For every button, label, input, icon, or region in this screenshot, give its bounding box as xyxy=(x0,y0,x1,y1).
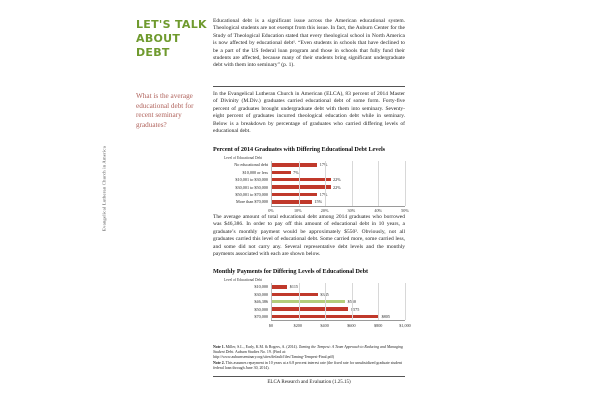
body-paragraph-2: In the Evangelical Lutheran Church in American (ELCA), 83 percent of 2014 Master of Divinity (M.Div.) graduates carried educational debt of some form. Forty-five percent of graduates brought undergraduate debt with them into seminary. Seventy-eight percent of graduates incurred theological education debt while in seminary. Below is a breakdown by percentage of graduates who carried differing levels of educational debt. xyxy=(213,91,405,135)
footnote-1-url[interactable]: http://www.auburnseminary.org/sites/default/files/Taming-Tempest-Final.pdf) xyxy=(213,355,335,360)
chart-gridline xyxy=(405,191,406,198)
chart-plot-area xyxy=(271,191,405,198)
chart-gridline xyxy=(405,305,406,312)
chart-plot-area xyxy=(271,305,405,312)
chart-tick-label: 50% xyxy=(401,208,409,214)
chart-gridline xyxy=(405,183,406,190)
footnote-2 xyxy=(213,361,405,371)
chart-plot-area xyxy=(271,161,405,168)
chart-value-label: 15% xyxy=(314,199,323,205)
chart-tick-label: 10% xyxy=(293,208,302,214)
chart-bar xyxy=(272,171,291,174)
page-title-line2: ABOUT DEBT xyxy=(136,32,181,59)
chart-value-label: 22% xyxy=(333,177,341,183)
chart-gridline xyxy=(299,198,300,205)
footnote-2-label: Note 2. xyxy=(213,360,225,365)
chart-value-label: 17% xyxy=(319,191,328,197)
chart-gridline xyxy=(378,169,379,176)
footnote-1 xyxy=(213,345,405,361)
chart-gridline xyxy=(299,176,300,183)
chart-gridline xyxy=(325,169,326,176)
chart-tick-label: 0% xyxy=(268,208,274,214)
chart-gridline xyxy=(352,161,353,168)
chart-gridline xyxy=(325,283,326,290)
chart-gridline xyxy=(352,176,353,183)
chart-tick-label: $400 xyxy=(320,322,329,328)
chart-gridline xyxy=(299,313,300,320)
chart-gridline xyxy=(299,305,300,312)
chart-gridline xyxy=(378,191,379,198)
chart-gridline xyxy=(325,291,326,298)
footer-text: ELCA Research and Evaluation (1.25.15) xyxy=(267,380,351,385)
chart-gridline xyxy=(405,169,406,176)
chart-category-label: $46,386 xyxy=(254,299,268,305)
chart-gridline xyxy=(352,169,353,176)
chart-gridline xyxy=(352,183,353,190)
publisher-strip xyxy=(96,0,114,400)
chart-category-label: $10,000 xyxy=(254,284,268,290)
chart-gridline xyxy=(299,291,300,298)
footnotes xyxy=(213,345,405,371)
chart-bar-row xyxy=(213,198,405,205)
chart-bar xyxy=(272,178,331,181)
chart-2-rows xyxy=(213,283,405,320)
chart-gridline xyxy=(325,176,326,183)
chart-plot-area xyxy=(271,198,405,205)
publisher-vertical-text: Evangelical Lutheran Church in America xyxy=(101,146,107,232)
footnote-1-label: Note 1. xyxy=(213,345,225,349)
chart-gridline xyxy=(405,161,406,168)
chart-value-label: $345 xyxy=(320,291,329,297)
chart-debt-levels xyxy=(213,146,409,214)
chart-plot-area xyxy=(271,176,405,183)
page-title xyxy=(136,18,208,60)
chart-gridline xyxy=(325,298,326,305)
chart-gridline xyxy=(405,291,406,298)
chart-gridline xyxy=(378,305,379,312)
chart-bar xyxy=(272,193,317,196)
chart-bar xyxy=(272,300,345,303)
chart-bar xyxy=(272,185,331,188)
chart-value-label: 17% xyxy=(319,162,328,168)
chart-tick-label: 20% xyxy=(320,208,329,214)
body-paragraph-3: The average amount of total educational debt among 2014 graduates who borrowed was $46,386. In order to pay off this amount of educational debt in 10 years, a graduate’s monthly payment would be approximately $550². Obviously, not all graduates carried this level of educational debt. Some carried more, some carried less, and some did not carry any. Several representative debt levels and the monthly payments associated with each are shown below. xyxy=(213,214,405,258)
chart-gridline xyxy=(299,191,300,198)
chart-tick-label: $600 xyxy=(347,322,356,328)
chart-gridline xyxy=(405,298,406,305)
footnote-1-text: Miller, S.L., Early, K.M. & Rogers, A. (2014). xyxy=(224,345,298,349)
chart-category-label: $10,001 to $30,000 xyxy=(235,177,268,183)
chart-gridline xyxy=(378,313,379,320)
chart-gridline xyxy=(405,313,406,320)
chart-plot-area xyxy=(271,298,405,305)
chart-gridline xyxy=(352,298,353,305)
chart-category-label: No educational debt xyxy=(234,162,268,168)
chart-plot-area xyxy=(271,183,405,190)
chart-value-label: 22% xyxy=(333,184,341,190)
chart-bar-row xyxy=(213,183,405,190)
chart-gridline xyxy=(325,198,326,205)
chart-bar-row xyxy=(213,169,405,176)
body-paragraph-1: Educational debt is a significant issue across the American educational system. Theological students are not exempt from this issue. In fact, the Auburn Center for the Study of Theological Education stated that every theological school in North America is now affected by educational debt¹. “Even students in schools that have declined to be a part of the US federal loan program and those in schools that fully fund their students are affected, because many of their students bring significant undergraduate debt with them into seminary” (p. 1). xyxy=(213,18,405,69)
chart-category-label: $70,000 xyxy=(254,313,268,319)
chart-tick-label: $1,000 xyxy=(399,322,411,328)
chart-value-label: $550 xyxy=(347,299,357,305)
chart-1-ticks xyxy=(268,207,409,214)
chart-gridline xyxy=(352,283,353,290)
chart-2-axis-title: Level of Educational Debt xyxy=(223,278,263,282)
chart-bar-row xyxy=(213,313,405,320)
chart-gridline xyxy=(405,198,406,205)
chart-bar xyxy=(272,307,348,310)
footnote-2-text: This assumes repayment in 10 years at a 6.8 percent interest rate (the fixed rate for unsubsidized graduate student federal loan through June 30, 2014). xyxy=(213,360,402,370)
chart-gridline xyxy=(352,313,353,320)
chart-category-label: $50,001 to $70,000 xyxy=(235,191,268,197)
chart-tick-label: 40% xyxy=(374,208,383,214)
chart-plot-area xyxy=(271,313,405,320)
chart-1-axis-title: Level of Educational Debt xyxy=(223,156,263,160)
chart-gridline xyxy=(325,191,326,198)
chart-gridline xyxy=(378,176,379,183)
chart-2-title: Monthly Payments for Differing Levels of Educational Debt xyxy=(213,268,368,275)
chart-value-label: 7% xyxy=(293,169,299,175)
pull-quote-question: What is the average educational debt for recent seminary graduates? xyxy=(136,92,194,129)
chart-plot-area xyxy=(271,291,405,298)
chart-bar-row xyxy=(213,291,405,298)
chart-bar-row xyxy=(213,298,405,305)
chart-tick-label: $200 xyxy=(293,322,302,328)
chart-gridline xyxy=(378,183,379,190)
chart-gridline xyxy=(325,183,326,190)
chart-monthly-payments xyxy=(213,268,411,328)
footer-divider xyxy=(213,376,405,377)
chart-gridline xyxy=(378,283,379,290)
chart-bar-row xyxy=(213,161,405,168)
chart-gridline xyxy=(325,313,326,320)
chart-gridline xyxy=(352,291,353,298)
footnote-1-italic: Taming the Tempest: A Team Approach to Reducing and Managing Student Debt. xyxy=(213,345,403,355)
footnote-1-tail: Auburn Studies No. 19. (Find at: xyxy=(234,350,287,355)
chart-gridline xyxy=(378,298,379,305)
chart-category-label: $10,000 or less xyxy=(242,169,268,175)
chart-2-ticks xyxy=(268,321,411,328)
chart-category-label: $30,000 xyxy=(254,291,268,297)
chart-tick-label: $0 xyxy=(268,322,274,328)
chart-plot-area xyxy=(271,283,405,290)
chart-gridline xyxy=(352,305,353,312)
chart-category-label: $30,001 to $50,000 xyxy=(235,184,268,190)
section-divider-1 xyxy=(213,86,405,87)
chart-gridline xyxy=(405,176,406,183)
chart-value-label: $575 xyxy=(350,306,360,312)
chart-gridline xyxy=(378,161,379,168)
chart-gridline xyxy=(352,191,353,198)
chart-plot-area xyxy=(271,169,405,176)
chart-gridline xyxy=(378,291,379,298)
chart-bar xyxy=(272,163,317,166)
chart-bar xyxy=(272,285,287,288)
chart-gridline xyxy=(325,305,326,312)
chart-bar-row xyxy=(213,283,405,290)
chart-gridline xyxy=(299,298,300,305)
chart-category-label: $50,000 xyxy=(254,306,268,312)
chart-gridline xyxy=(352,198,353,205)
chart-gridline xyxy=(299,283,300,290)
chart-category-label: More than $70,000 xyxy=(236,199,268,205)
chart-bar xyxy=(272,200,312,203)
chart-gridline xyxy=(378,198,379,205)
chart-gridline xyxy=(299,161,300,168)
chart-bar-row xyxy=(213,305,405,312)
chart-value-label: $805 xyxy=(381,313,390,319)
chart-gridline xyxy=(405,283,406,290)
chart-bar xyxy=(272,293,318,296)
chart-1-title: Percent of 2014 Graduates with Differing Educational Debt Levels xyxy=(213,146,385,153)
chart-1-rows xyxy=(213,161,405,205)
chart-gridline xyxy=(299,169,300,176)
chart-tick-label: $800 xyxy=(374,322,383,328)
chart-gridline xyxy=(325,161,326,168)
chart-tick-label: 30% xyxy=(347,208,356,214)
chart-bar-row xyxy=(213,176,405,183)
chart-bar-row xyxy=(213,191,405,198)
chart-gridline xyxy=(299,183,300,190)
page-title-line1: LET'S TALK xyxy=(136,18,207,31)
chart-value-label: $115 xyxy=(289,284,299,290)
